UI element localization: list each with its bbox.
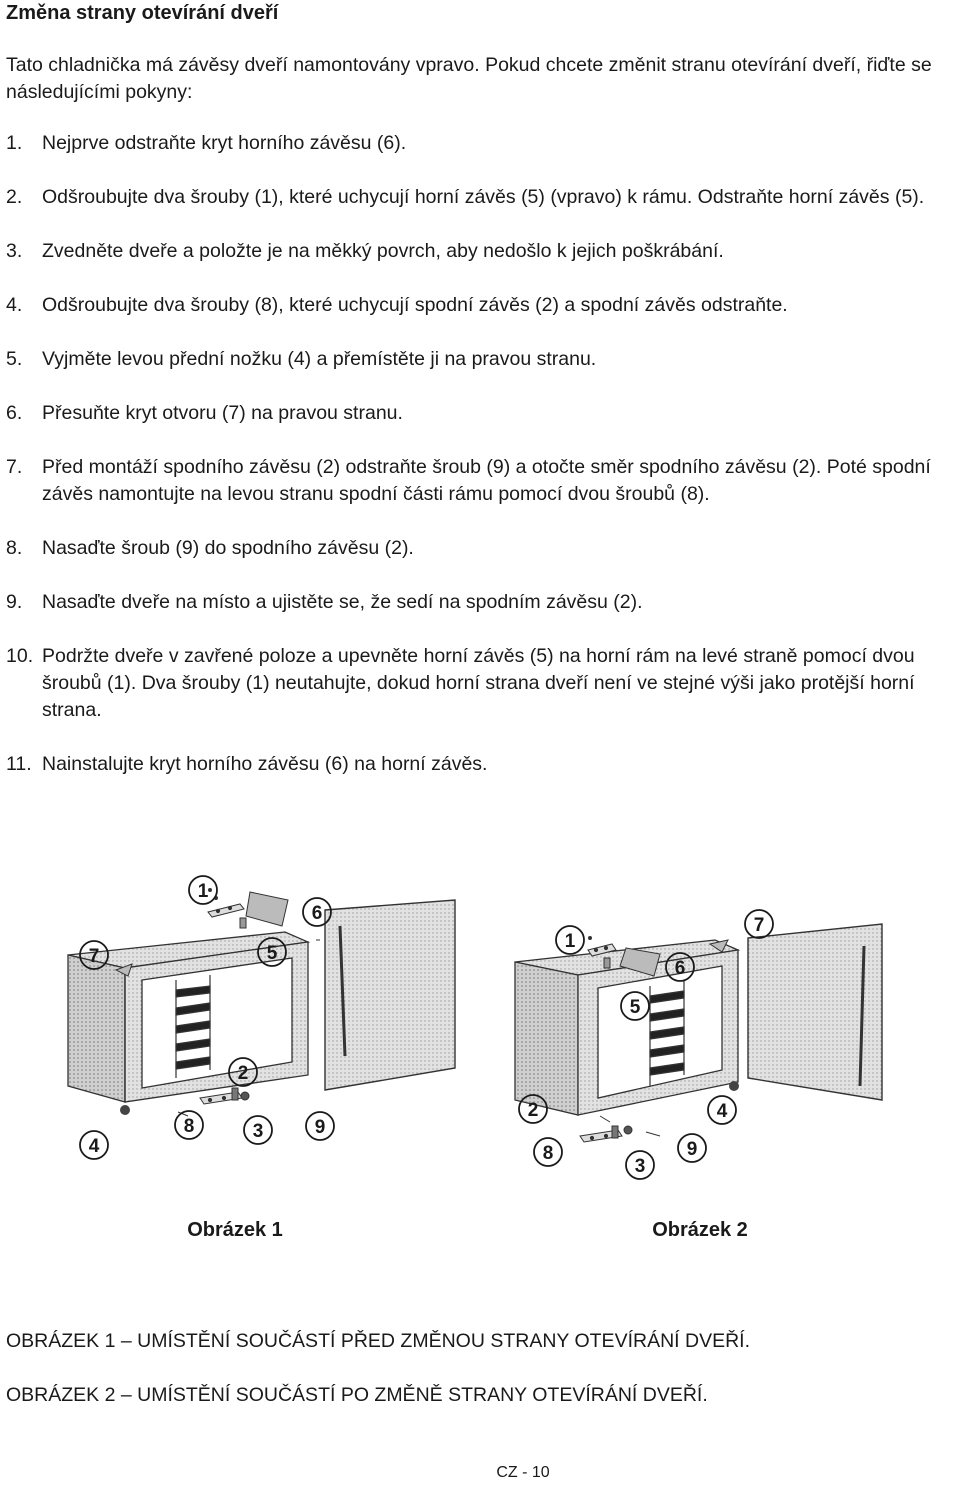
step-number: 7.: [6, 456, 23, 478]
step-number: 2.: [6, 186, 23, 208]
figure-1-caption: Obrázek 1: [187, 1219, 283, 1241]
page-title: Změna strany otevírání dveří: [6, 2, 279, 24]
label-5-fig1: 5: [266, 943, 278, 964]
diagram-figures: [0, 860, 960, 1260]
label-1-fig2: 1: [564, 931, 576, 952]
step-number: 5.: [6, 348, 23, 370]
step-text: Přesuňte kryt otvoru (7) na pravou stranu.: [42, 402, 403, 424]
bottom-hinge-parts-2: [580, 1116, 660, 1142]
figure-2-caption: Obrázek 2: [652, 1219, 748, 1241]
step-text: Vyjměte levou přední nožku (4) a přemístěte ji na pravou stranu.: [42, 348, 597, 370]
step-text: Odšroubujte dva šrouby (1), které uchycují horní závěs (5) (vpravo) k rámu. Odstraňte horní závěs (5).: [42, 186, 925, 208]
step-number: 4.: [6, 294, 23, 316]
figure-2: [515, 910, 882, 1241]
step-number: 8.: [6, 537, 23, 559]
step-item: [6, 454, 956, 508]
label-4-fig1: 4: [88, 1136, 100, 1157]
step-number: 10.: [6, 645, 34, 667]
step-text: Nejprve odstraňte kryt horního závěsu (6).: [42, 132, 407, 154]
step-text: Odšroubujte dva šrouby (8), které uchycují spodní závěs (2) a spodní závěs odstraňte.: [42, 294, 788, 316]
step-text: Nasaďte dveře na místo a ujistěte se, že sedí na spodním závěsu (2).: [42, 591, 643, 613]
step-item: [6, 292, 956, 319]
step-item: [6, 346, 956, 373]
label-8-fig1: 8: [183, 1116, 195, 1137]
leveling-foot-1: [120, 1105, 130, 1115]
page-number: CZ - 10: [496, 1464, 550, 1481]
step-text: Zvedněte dveře a položte je na měkký povrch, aby nedošlo k jejich poškrábání.: [42, 240, 724, 262]
step-number: 1.: [6, 132, 23, 154]
leveling-foot-2: [729, 1081, 739, 1091]
step-number: 3.: [6, 240, 23, 262]
caption-figure-2: OBRÁZEK 2 – UMÍSTĚNÍ SOUČÁSTÍ PO ZMĚNĚ STRANY OTEVÍRÁNÍ DVEŘÍ.: [6, 1384, 708, 1406]
label-7-fig2: 7: [753, 915, 765, 936]
label-9-fig2: 9: [686, 1139, 698, 1160]
step-number: 9.: [6, 591, 23, 613]
label-2-fig2: 2: [527, 1100, 539, 1121]
figure-1: [68, 876, 455, 1241]
instruction-list: [6, 130, 956, 778]
label-7-fig1: 7: [88, 946, 100, 967]
fridge-shelves-2: [650, 980, 684, 1086]
label-3-fig1: 3: [252, 1121, 264, 1142]
caption-figure-1: OBRÁZEK 1 – UMÍSTĚNÍ SOUČÁSTÍ PŘED ZMĚNOU STRANY OTEVÍRÁNÍ DVEŘÍ.: [6, 1330, 751, 1352]
step-item: [6, 535, 956, 562]
door-1: [325, 900, 455, 1090]
label-6-fig1: 6: [311, 903, 323, 924]
step-text: Podržte dveře v zavřené poloze a upevněte horní závěs (5) na horní rám na levé straně pomocí dvou šroubů (1). Dva šrouby (1) neutahujte, dokud horní strana dveří není ve stejné výši jako protější horní strana.: [42, 645, 915, 721]
label-5-fig2: 5: [629, 997, 641, 1018]
label-3-fig2: 3: [634, 1156, 646, 1177]
label-8-fig2: 8: [542, 1143, 554, 1164]
step-text: Nasaďte šroub (9) do spodního závěsu (2).: [42, 537, 414, 559]
step-text: Nainstalujte kryt horního závěsu (6) na horní závěs.: [42, 753, 488, 775]
step-item: [6, 184, 956, 211]
step-item: [6, 238, 956, 265]
label-6-fig2: 6: [674, 958, 686, 979]
label-2-fig1: 2: [237, 1063, 249, 1084]
fridge-shelves-1: [176, 975, 210, 1078]
figure-captions: [6, 1328, 750, 1436]
intro-paragraph: Tato chladnička má závěsy dveří namontovány vpravo. Pokud chcete změnit stranu otevírání dveří, řiďte se následujícími pokyny:: [6, 54, 932, 103]
step-text: Před montáží spodního závěsu (2) odstraňte šroub (9) a otočte směr spodního závěsu (2). Poté spodní závěs namontujte na levou stranu spodní části rámu pomocí dvou šroubů (8).: [42, 456, 931, 505]
step-item: [6, 643, 956, 724]
step-number: 6.: [6, 402, 23, 424]
label-4-fig2: 4: [716, 1101, 728, 1122]
step-item: [6, 751, 956, 778]
step-item: [6, 400, 956, 427]
step-number: 11.: [6, 753, 32, 775]
door-2: [748, 924, 882, 1100]
label-9-fig1: 9: [314, 1117, 326, 1138]
step-item: [6, 130, 956, 157]
step-item: [6, 589, 956, 616]
label-1-fig1: 1: [197, 881, 209, 902]
